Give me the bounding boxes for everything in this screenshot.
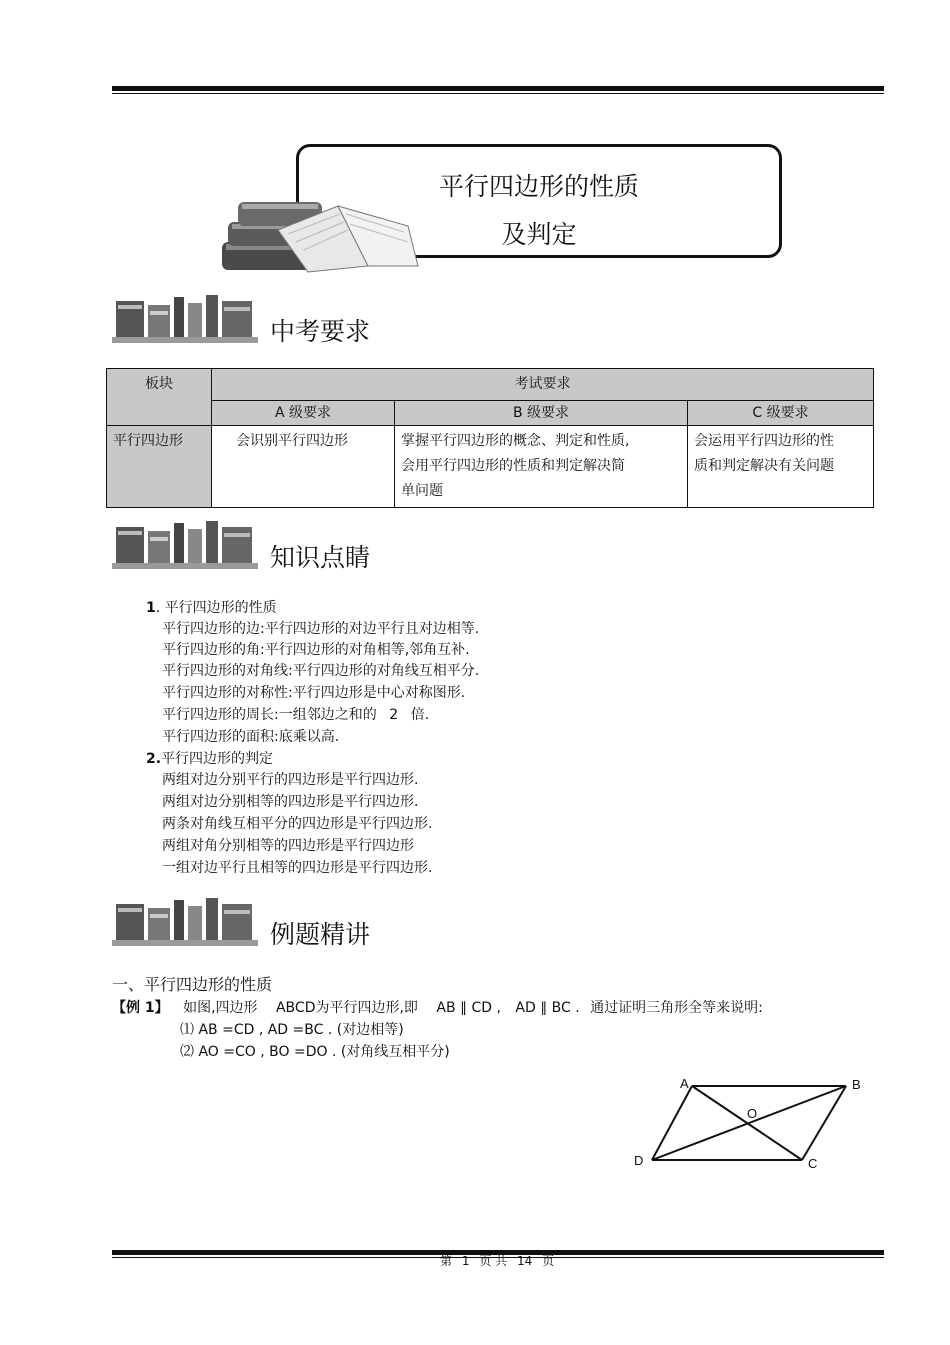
example-1-statement [112, 997, 763, 1017]
table-header-b: B 级要求 [395, 401, 688, 426]
knowledge-line: 一组对边平行且相等的四边形是平行四边形. [162, 860, 433, 876]
knowledge-heading-2 [146, 748, 273, 768]
section-title-examples: 例题精讲 [270, 920, 371, 949]
knowledge-heading-1 [146, 597, 277, 617]
knowledge-line: 两组对边分别平行的四边形是平行四边形. [162, 772, 419, 788]
knowledge-line: 两组对边分别相等的四边形是平行四边形. [162, 794, 419, 810]
example-abcd: ABCD [275, 1000, 316, 1016]
table-header-exam: 考试要求 [212, 369, 874, 401]
section-books-icon [112, 519, 258, 571]
example-part-heading: 一、平行四边形的性质 [112, 975, 273, 994]
example-text: 如图,四边形 [183, 1000, 258, 1016]
footer-total-pages: 14 [516, 1254, 533, 1268]
heading-text: . 平行四边形的性质 [155, 600, 277, 616]
footer-text: 第 [440, 1254, 453, 1268]
perimeter-text: 平行四边形的周长:一组邻边之和的 [162, 707, 377, 723]
example-parallel-1: AB ∥ CD , [436, 1000, 501, 1016]
footer-text: 页 [542, 1254, 555, 1268]
example-item-1 [180, 1019, 404, 1039]
vertex-label-b: B [852, 1077, 861, 1092]
footer-page-number: 1 [461, 1254, 470, 1268]
example-text: 为平行四边形,即 [315, 1000, 418, 1016]
table-cell-a: 会识别平行四边形 [212, 426, 395, 508]
section-title-knowledge: 知识点睛 [270, 543, 371, 572]
item-note: (对角线互相平分) [340, 1044, 450, 1060]
table-cell-c-line: 质和判定解决有关问题 [694, 458, 834, 474]
knowledge-line: 平行四边形的角:平行四边形的对角相等,邻角互补. [162, 642, 470, 658]
knowledge-line: 平行四边形的面积:底乘以高. [162, 729, 340, 745]
title-line-2: 及判定 [501, 220, 577, 249]
knowledge-line: 平行四边形的边:平行四边形的对边平行且对边相等. [162, 621, 480, 637]
item-equation: AB =CD , AD =BC . [198, 1022, 333, 1038]
footer-text: 页 共 [479, 1254, 508, 1268]
section-books-icon [112, 293, 258, 345]
perimeter-number: 2 [389, 707, 399, 723]
example-parallel-2: AD ∥ BC . [515, 1000, 580, 1016]
center-label-o: O [747, 1106, 758, 1121]
table-header-a: A 级要求 [212, 401, 395, 426]
table-cell-block: 平行四边形 [107, 426, 212, 508]
heading-number: 1 [146, 600, 156, 616]
table-cell-c-line: 会运用平行四边形的性 [694, 433, 834, 449]
table-cell-b-line: 单问题 [401, 483, 443, 499]
knowledge-line: 平行四边形的对称性:平行四边形是中心对称图形. [162, 685, 466, 701]
diagonal-bd [652, 1086, 846, 1160]
table-header-block: 板块 [107, 369, 212, 426]
top-rule [112, 86, 884, 94]
section-books-icon [112, 896, 258, 948]
page-footer [440, 1252, 554, 1269]
vertex-label-a: A [680, 1076, 689, 1091]
knowledge-line: 两条对角线互相平分的四边形是平行四边形. [162, 816, 433, 832]
title-line-1: 平行四边形的性质 [438, 172, 639, 201]
perimeter-suffix: 倍. [410, 707, 430, 723]
item-number: ⑵ [180, 1044, 194, 1060]
books-illustration [218, 186, 423, 276]
vertex-label-c: C [808, 1156, 818, 1171]
heading-number: 2. [146, 751, 162, 767]
side-da [652, 1086, 692, 1160]
requirements-table [106, 368, 874, 508]
table-cell-b-line: 会用平行四边形的性质和判定解决简 [401, 458, 625, 474]
section-title-requirements: 中考要求 [270, 317, 371, 346]
example-text: 通过证明三角形全等来说明: [590, 1000, 763, 1016]
table-cell-c [688, 426, 874, 508]
example-label: 【例 1】 [112, 1000, 169, 1016]
item-equation: AO =CO , BO =DO . [198, 1044, 337, 1060]
item-number: ⑴ [180, 1022, 194, 1038]
table-cell-b-line: 掌握平行四边形的概念、判定和性质, [401, 433, 630, 449]
table-header-c: C 级要求 [688, 401, 874, 426]
table-cell-b [395, 426, 688, 508]
item-note: (对边相等) [336, 1022, 404, 1038]
vertex-label-d: D [634, 1153, 644, 1168]
knowledge-line [162, 704, 429, 724]
knowledge-line: 两组对角分别相等的四边形是平行四边形 [162, 838, 414, 854]
parallelogram-figure [620, 1072, 870, 1174]
example-item-2 [180, 1041, 450, 1061]
side-bc [802, 1086, 846, 1160]
knowledge-line: 平行四边形的对角线:平行四边形的对角线互相平分. [162, 663, 480, 679]
heading-text: 平行四边形的判定 [161, 751, 274, 767]
